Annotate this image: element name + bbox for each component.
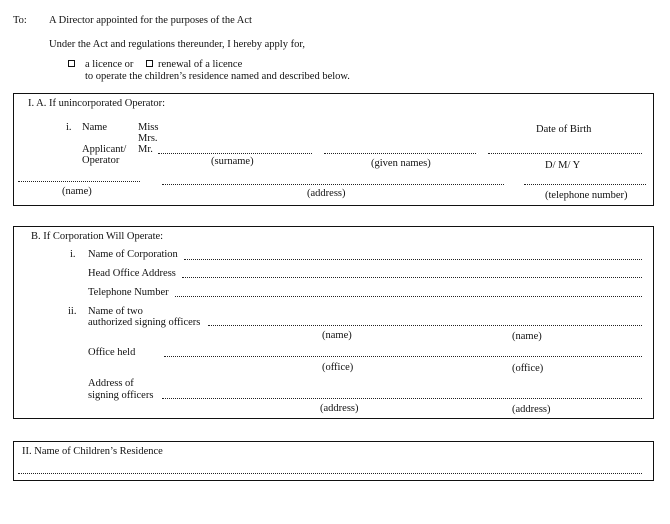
title-miss: Miss: [138, 122, 159, 133]
officer-address-caption-1: (address): [320, 403, 359, 414]
name-caption: (name): [62, 186, 92, 197]
operator-address-field[interactable]: [162, 184, 504, 185]
operator-label: Operator: [82, 155, 120, 166]
title-mr: Mr.: [138, 144, 153, 155]
surname-caption: (surname): [211, 156, 254, 167]
head-office-label: Head Office Address: [88, 268, 176, 279]
dmy-caption: D/ M/ Y: [545, 160, 581, 171]
given-names-caption: (given names): [371, 158, 431, 169]
office-caption-2: (office): [512, 363, 544, 374]
applicant-label: Applicant/: [82, 144, 127, 155]
address-of-label-line2: signing officers: [88, 390, 154, 401]
corporation-telephone-label: Telephone Number: [88, 287, 169, 298]
address-of-label-line1: Address of: [88, 378, 134, 389]
officers-address-field[interactable]: [162, 398, 642, 399]
corporation-telephone-field[interactable]: [175, 296, 642, 297]
signing-officers-label-line2: authorized signing officers: [88, 317, 201, 328]
office-held-field[interactable]: [164, 356, 642, 357]
purpose-text: to operate the children’s residence named and described below.: [85, 71, 350, 82]
office-caption-1: (office): [322, 362, 354, 373]
section-b-heading: B. If Corporation Will Operate:: [31, 231, 164, 242]
head-office-field[interactable]: [182, 277, 642, 278]
title-mrs: Mrs.: [138, 133, 158, 144]
operator-telephone-field[interactable]: [524, 184, 646, 185]
name-label: Name: [82, 122, 108, 133]
given-names-field[interactable]: [324, 153, 476, 154]
telephone-caption: (telephone number): [545, 190, 628, 201]
date-of-birth-field[interactable]: [488, 153, 642, 154]
item-i-marker: i.: [66, 122, 72, 133]
corporation-name-label: Name of Corporation: [88, 249, 178, 260]
renewal-option-label: renewal of a licence: [158, 59, 243, 70]
to-label: To:: [13, 15, 27, 26]
officer-address-caption-2: (address): [512, 404, 551, 415]
signing-officers-label-line1: Name of two: [88, 306, 143, 317]
signing-officers-name-field[interactable]: [208, 325, 642, 326]
office-held-label: Office held: [88, 347, 136, 358]
section-a-heading: I. A. If unincorporated Operator:: [28, 98, 166, 109]
renewal-checkbox[interactable]: [146, 60, 153, 67]
section-ii-heading: II. Name of Children’s Residence: [22, 446, 163, 457]
item-b-i-marker: i.: [70, 249, 76, 260]
childrens-residence-name-field[interactable]: [18, 473, 642, 474]
licence-option-label: a licence or: [85, 59, 134, 70]
date-of-birth-label: Date of Birth: [536, 124, 592, 135]
officer-name-caption-2: (name): [512, 331, 542, 342]
intro-text: Under the Act and regulations thereunder, I hereby apply for,: [49, 39, 306, 50]
officer-name-caption-1: (name): [322, 330, 352, 341]
address-caption: (address): [307, 188, 346, 199]
operator-name-field[interactable]: [18, 181, 140, 182]
item-b-ii-marker: ii.: [68, 306, 77, 317]
to-recipient: A Director appointed for the purposes of the Act: [49, 15, 252, 26]
licence-checkbox[interactable]: [68, 60, 75, 67]
corporation-name-field[interactable]: [184, 259, 642, 260]
surname-field[interactable]: [158, 153, 312, 154]
